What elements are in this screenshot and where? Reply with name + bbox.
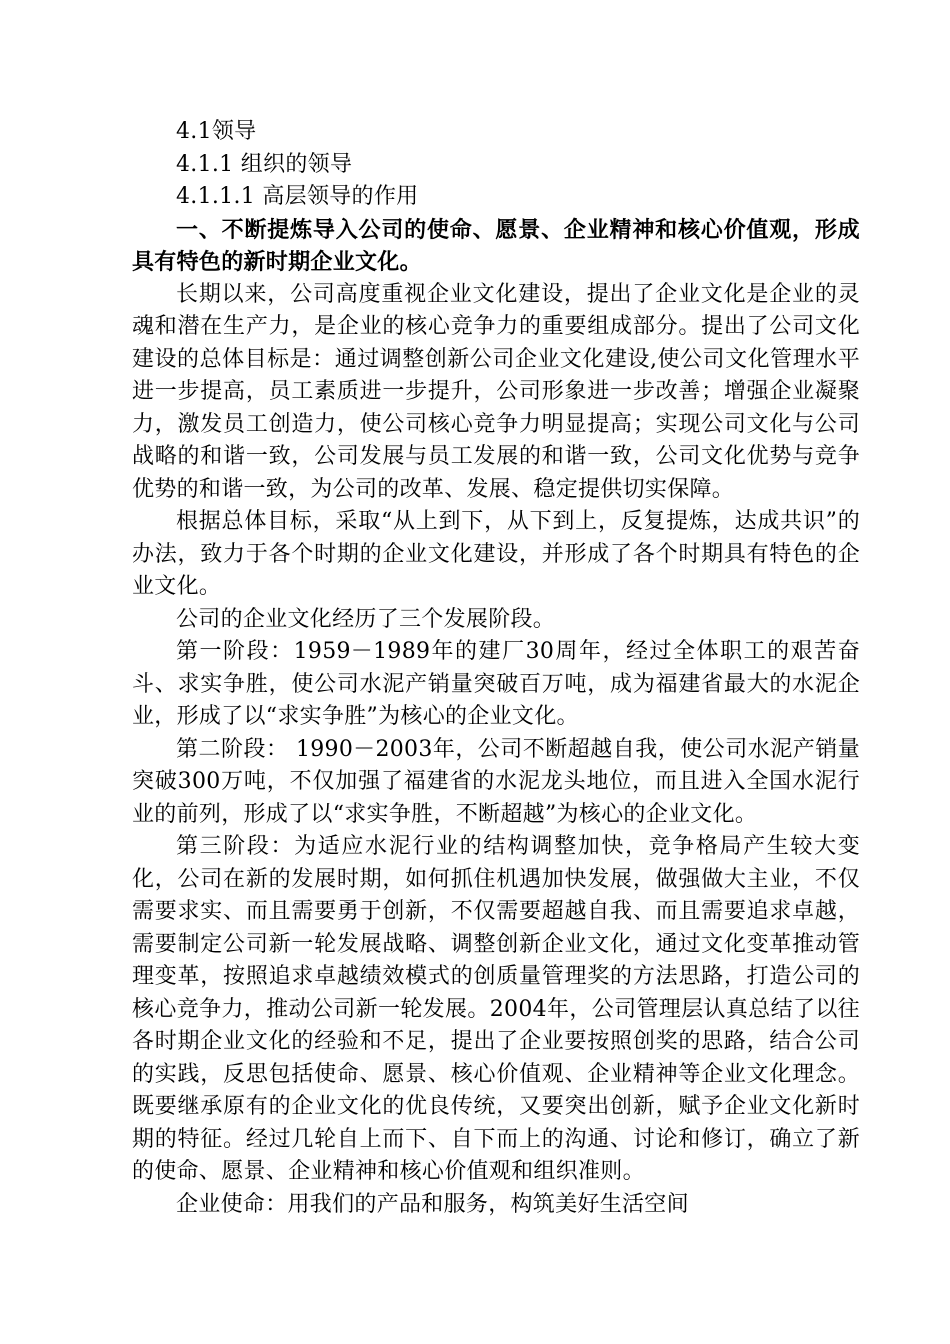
paragraph-stage-one: 第一阶段：1959－1989年的建厂30周年，经过全体职工的艰苦奋斗、求实争胜，使公司水泥产销量突破百万吨，成为福建省最大的水泥企业，形成了以“求实争胜”为核心的企业文化。 [132, 639, 860, 729]
section-title: 一、不断提炼导入公司的使命、愿景、企业精神和核心价值观，形成具有特色的新时期企业文化。 [132, 216, 860, 275]
heading-level-2: 4.1.1 组织的领导 [176, 151, 353, 177]
paragraph-stage-three: 第三阶段：为适应水泥行业的结构调整加快，竞争格局产生较大变化，公司在新的发展时期，如何抓住机遇加快发展，做强做大主业，不仅需要求实、而且需要勇于创新，不仅需要超越自我、而且需要追求卓越，需要制定公司新一轮发展战略、调整创新企业文化，通过文化变革推动管理变革，按照追求卓越绩效模式的创质量管理奖的方法思路，打造公司的核心竞争力，推动公司新一轮发展。2004年，公司管理层认真总结了以往各时期企业文化的经验和不足，提出了企业要按照创奖的思路，结合公司的实践，反思包括使命、愿景、核心价值观、企业精神等企业文化理念。既要继承原有的企业文化的优良传统，又要突出创新，赋予企业文化新时期的特征。经过几轮自上而下、自下而上的沟通、讨论和修订，确立了新的使命、愿景、企业精神和核心价值观和组织准则。 [132, 834, 860, 1184]
paragraph-stages-intro: 公司的企业文化经历了三个发展阶段。 [176, 606, 556, 632]
paragraph-method: 根据总体目标，采取“从上到下，从下到上，反复提炼，达成共识”的办法，致力于各个时期的企业文化建设，并形成了各个时期具有特色的企业文化。 [132, 509, 860, 599]
document-page [132, 116, 860, 1221]
paragraph-mission: 企业使命：用我们的产品和服务，构筑美好生活空间 [176, 1191, 689, 1217]
heading-level-1: 4.1领导 [176, 119, 257, 144]
paragraph-stage-two: 第二阶段： 1990－2003年，公司不断超越自我，使公司水泥产销量突破300万吨，不仅加强了福建省的水泥龙头地位，而且进入全国水泥行业的前列，形成了以“求实争胜，不断超越”为核心的企业文化。 [132, 736, 860, 827]
heading-level-3: 4.1.1.1 高层领导的作用 [176, 184, 419, 209]
paragraph-goals: 长期以来，公司高度重视企业文化建设，提出了企业文化是企业的灵魂和潜在生产力，是企业的核心竞争力的重要组成部分。提出了公司文化建设的总体目标是：通过调整创新公司企业文化建设,使公司文化管理水平进一步提高，员工素质进一步提升，公司形象进一步改善；增强企业凝聚力，激发员工创造力，使公司核心竞争力明显提高；实现公司文化与公司战略的和谐一致，公司发展与员工发展的和谐一致，公司文化优势与竞争优势的和谐一致，为公司的改革、发展、稳定提供切实保障。 [132, 281, 860, 502]
